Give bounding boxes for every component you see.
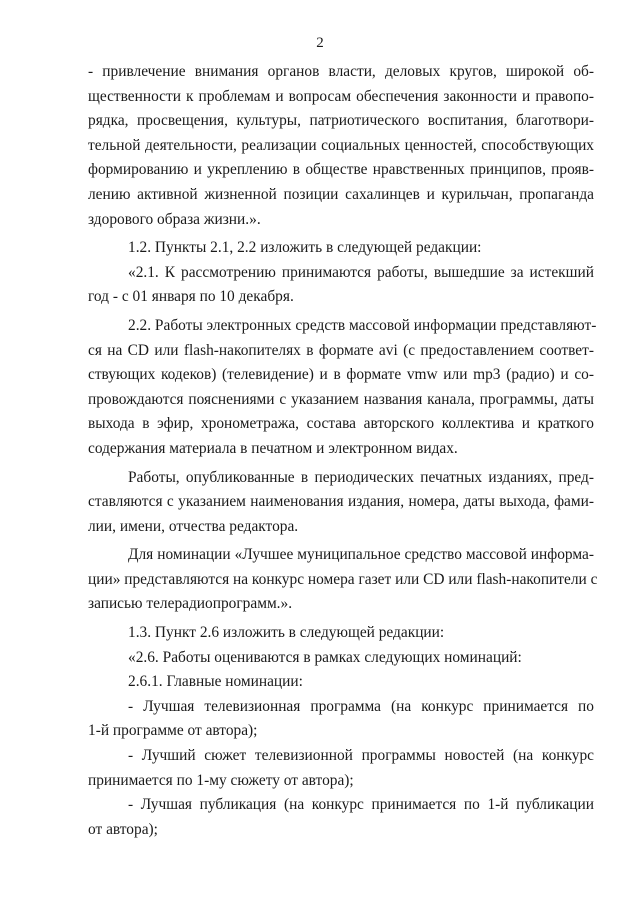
text-line: провождаются пояснениями с указанием названия канала, программы, даты	[88, 390, 594, 408]
text-line: - привлечение внимания органов власти, деловых кругов, широкой об-	[88, 63, 594, 80]
paragraph	[88, 695, 594, 744]
paragraph	[88, 261, 594, 310]
text-line: тельной деятельности, реализации социальных ценностей, способствующих	[88, 136, 594, 154]
text-line: «2.1. К рассмотрению принимаются работы, вышедшие за истекший	[128, 263, 594, 281]
text-line: - Лучшая публикация (на конкурс принимается по 1-й публикации	[128, 796, 594, 814]
text-line: 1-й программе от автора);	[88, 722, 258, 740]
text-line: записью телерадиопрограмм.».	[88, 595, 293, 613]
text-line: от автора);	[88, 820, 158, 838]
paragraph	[88, 236, 594, 261]
paragraph	[88, 314, 597, 462]
text-line: 2.2. Работы электронных средств массовой информации представляют-	[128, 316, 597, 334]
text-line: - Лучшая телевизионная программа (на конкурс принимается по	[128, 697, 594, 715]
text-line: принимается по 1-му сюжету от автора);	[88, 771, 354, 789]
text-line: 1.2. Пункты 2.1, 2.2 изложить в следующей редакции:	[128, 239, 482, 257]
text-line: выхода в эфир, хронометража, состава авторского коллектива и краткого	[88, 415, 594, 433]
text-line: ции» представляются на конкурс номера газет или CD или flash-накопители с	[88, 570, 598, 588]
text-line: ся на CD или flash-накопителях в формате avi (с предоставлением соответ-	[88, 341, 594, 359]
text-line: 1.3. Пункт 2.6 изложить в следующей редакции:	[128, 624, 445, 642]
paragraph	[88, 60, 594, 232]
text-line: «2.6. Работы оцениваются в рамках следующих номинаций:	[128, 648, 522, 666]
text-line: здорового образа жизни.».	[88, 210, 261, 228]
text-line: Для номинации «Лучшее муниципальное средство массовой информа-	[128, 546, 594, 564]
text-line: формированию и укреплению в обществе нравственных принципов, прояв-	[88, 161, 594, 179]
document-body	[88, 60, 598, 842]
paragraph	[88, 543, 598, 617]
paragraph	[88, 670, 594, 695]
text-line: рядка, просвещения, культуры, патриотического воспитания, благотвори-	[88, 112, 594, 130]
paragraph	[88, 466, 594, 540]
text-line: Работы, опубликованные в периодических печатных изданиях, пред-	[128, 468, 594, 486]
text-line: - Лучший сюжет телевизионной программы новостей (на конкурс	[128, 747, 594, 765]
text-line: щественности к проблемам и вопросам обеспечения законности и правопо-	[88, 87, 594, 105]
paragraph	[88, 621, 594, 646]
text-line: содержания материала в печатном и электронном видах.	[88, 439, 458, 457]
text-line: год - с 01 января по 10 декабря.	[88, 288, 294, 306]
text-line: ствующих кодеков) (телевидение) и в формате vmw или mp3 (радио) и со-	[88, 366, 594, 384]
paragraph	[88, 744, 594, 793]
paragraph	[88, 646, 594, 671]
paragraph	[88, 793, 594, 842]
text-line: ставляются с указанием наименования издания, номера, даты выхода, фами-	[88, 493, 594, 511]
text-line: 2.6.1. Главные номинации:	[128, 673, 303, 691]
text-line: лению активной жизненной позиции сахалинцев и курильчан, пропаганда	[88, 185, 594, 203]
text-line: лии, имени, отчества редактора.	[88, 517, 299, 535]
page-number: 2	[316, 35, 324, 51]
